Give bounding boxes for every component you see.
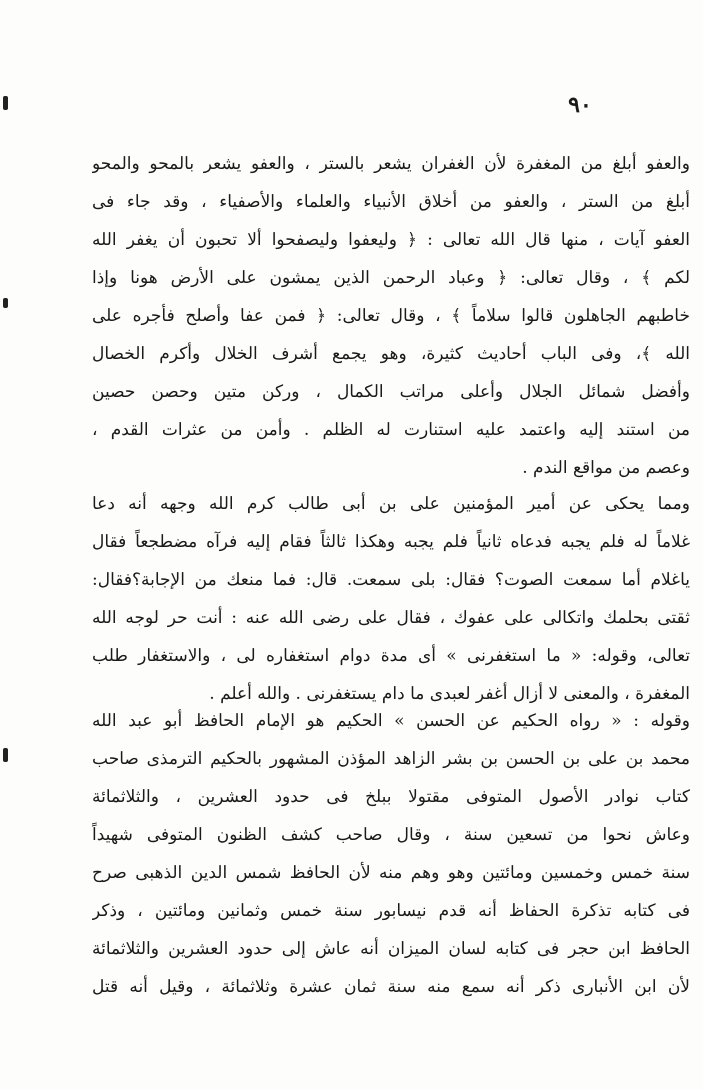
paragraph-line: فى كتابه تذكرة الحفاظ أنه قدم نيسابور سنة خمس وثمانين ومائتين ، وذكر <box>92 901 690 921</box>
paragraph-line: سنة خمس وخمسين ومائتين وهو وهم منه لأن الحافظ شمس الدين الذهبى صرح <box>92 863 690 883</box>
paragraph-line: تعالى، وقوله: « ما استغفرنى » أى مدة دوام استغفاره لى ، والاستغفار طلب <box>92 646 690 666</box>
page-edge-mark-top <box>3 96 8 110</box>
paragraph-line: لكم ﴾ ، وقال تعالى: ﴿ وعباد الرحمن الذين يمشون على الأرض هونا وإذا <box>92 268 690 288</box>
paragraph-line: غلاماً له فلم يجبه فدعاه ثانياً فلم يجبه وهكذا ثالثاً فقام إليه فرآه مضطجعاً فقال <box>92 532 690 552</box>
paragraph-3 <box>92 702 690 1006</box>
paragraph-line: ومما يحكى عن أمير المؤمنين على بن أبى طالب كرم الله وجهه أنه دعا <box>92 494 690 514</box>
paragraph-line: الله ﴾، وفى الباب أحاديث كثيرة، وهو يجمع أشرف الخلال وأكرم الخصال <box>92 344 690 364</box>
paragraph-line: الحافظ ابن حجر فى كتابه لسان الميزان أنه عاش إلى حدود العشرين والثلاثمائة <box>92 939 690 959</box>
page-edge-mark-lower <box>3 748 8 762</box>
paragraph-2 <box>92 485 690 713</box>
paragraph-line: وعاش نحوا من تسعين سنة ، وقال صاحب كشف الظنون المتوفى شهيداً <box>92 825 690 845</box>
paragraph-line: من استند إليه واعتمد عليه استنارت له الظلم . وأمن من عثرات القدم ، <box>92 420 690 440</box>
paragraph-line: كتاب نوادر الأصول المتوفى مقتولا ببلخ فى حدود العشرين ، والثلاثمائة <box>92 787 690 807</box>
paragraph-line: ثقتى بحلمك واتكالى على عفوك ، فقال على رضى الله عنه : أنت حر لوجه الله <box>92 608 690 628</box>
page-edge-mark-middle <box>3 298 8 308</box>
paragraph-line: وقوله : « رواه الحكيم عن الحسن » الحكيم هو الإمام الحافظ أبو عبد الله <box>92 711 690 731</box>
page-number: ٩٠ <box>568 92 592 118</box>
paragraph-line: وعصم من مواقع الندم . <box>522 458 690 478</box>
paragraph-line: العفو آيات ، منها قال الله تعالى : ﴿ وليعفوا وليصفحوا ألا تحبون أن يغفر الله <box>92 230 690 250</box>
paragraph-line: لأن ابن الأنبارى ذكر أنه سمع منه سنة ثمان عشرة وثلاثمائة ، وقيل أنه قتل <box>92 977 690 997</box>
paragraph-line: والعفو أبلغ من المغفرة لأن الغفران يشعر بالستر ، والعفو يشعر بالمحو والمحو <box>92 154 690 174</box>
paragraph-line: أبلغ من الستر ، والعفو من أخلاق الأنبياء والعلماء والأصفياء ، وقد جاء فى <box>92 192 690 212</box>
paragraph-line: خاطبهم الجاهلون قالوا سلاماً ﴾ ، وقال تعالى: ﴿ فمن عفا وأصلح فأجره على <box>92 306 690 326</box>
paragraph-line: وأفضل شمائل الجلال وأعلى مراتب الكمال ، وركن متين وحصن حصين <box>92 382 690 402</box>
paragraph-line: المغفرة ، والمعنى لا أزال أغفر لعبدى ما دام يستغفرنى . والله أعلم . <box>209 684 690 704</box>
paragraph-line: محمد بن على بن الحسن بن بشر الزاهد المؤذن المشهور بالحكيم الترمذى صاحب <box>92 749 690 769</box>
paragraph-1 <box>92 145 690 487</box>
paragraph-line: ياغلام أما سمعت الصوت؟ فقال: بلى سمعت. قال: فما منعك من الإجابة؟فقال: <box>92 570 690 590</box>
